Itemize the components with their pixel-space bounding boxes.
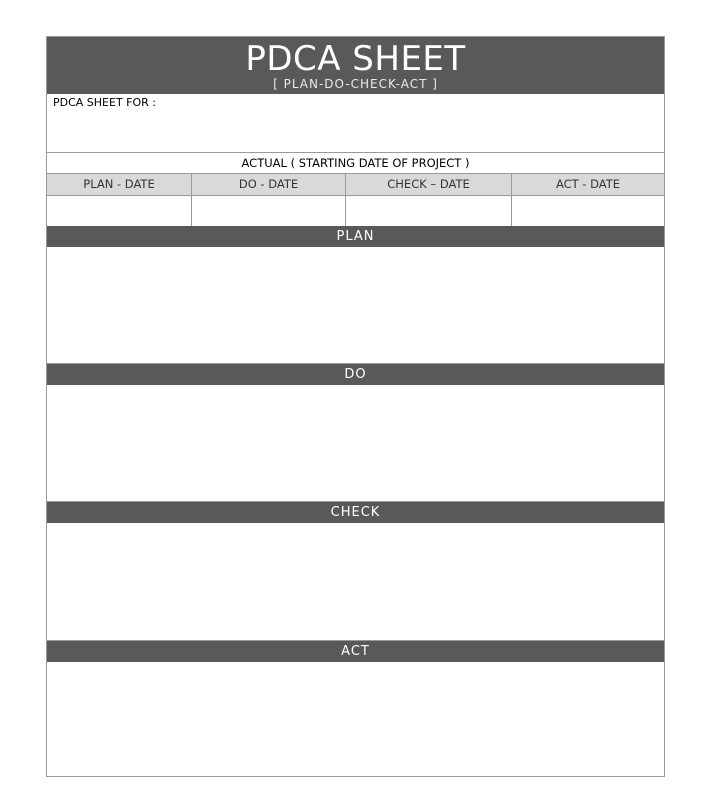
check-section-header: CHECK [47,502,664,523]
plan-section-header: PLAN [47,226,664,247]
check-section-body[interactable] [47,523,664,641]
page-subtitle: [ PLAN-DO-CHECK-ACT ] [273,77,438,91]
plan-date-field[interactable] [47,196,192,226]
title-bar [47,37,664,94]
plan-date-header: PLAN - DATE [47,174,192,196]
date-table [47,174,664,226]
sheet-for-label: PDCA SHEET FOR : [53,96,157,109]
check-date-field[interactable] [346,196,512,226]
act-date-field[interactable] [512,196,664,226]
act-date-header: ACT - DATE [512,174,664,196]
do-date-field[interactable] [192,196,346,226]
pdca-sheet [46,36,665,777]
page-title: PDCA SHEET [245,39,466,79]
do-section-header: DO [47,364,664,385]
act-section-body[interactable] [47,662,664,776]
do-section-body[interactable] [47,385,664,502]
check-date-header: CHECK – DATE [346,174,512,196]
act-section-header: ACT [47,641,664,662]
do-date-header: DO - DATE [192,174,346,196]
sheet-for-field[interactable] [47,94,664,153]
actual-start-date-heading: ACTUAL ( STARTING DATE OF PROJECT ) [47,153,664,174]
plan-section-body[interactable] [47,247,664,364]
